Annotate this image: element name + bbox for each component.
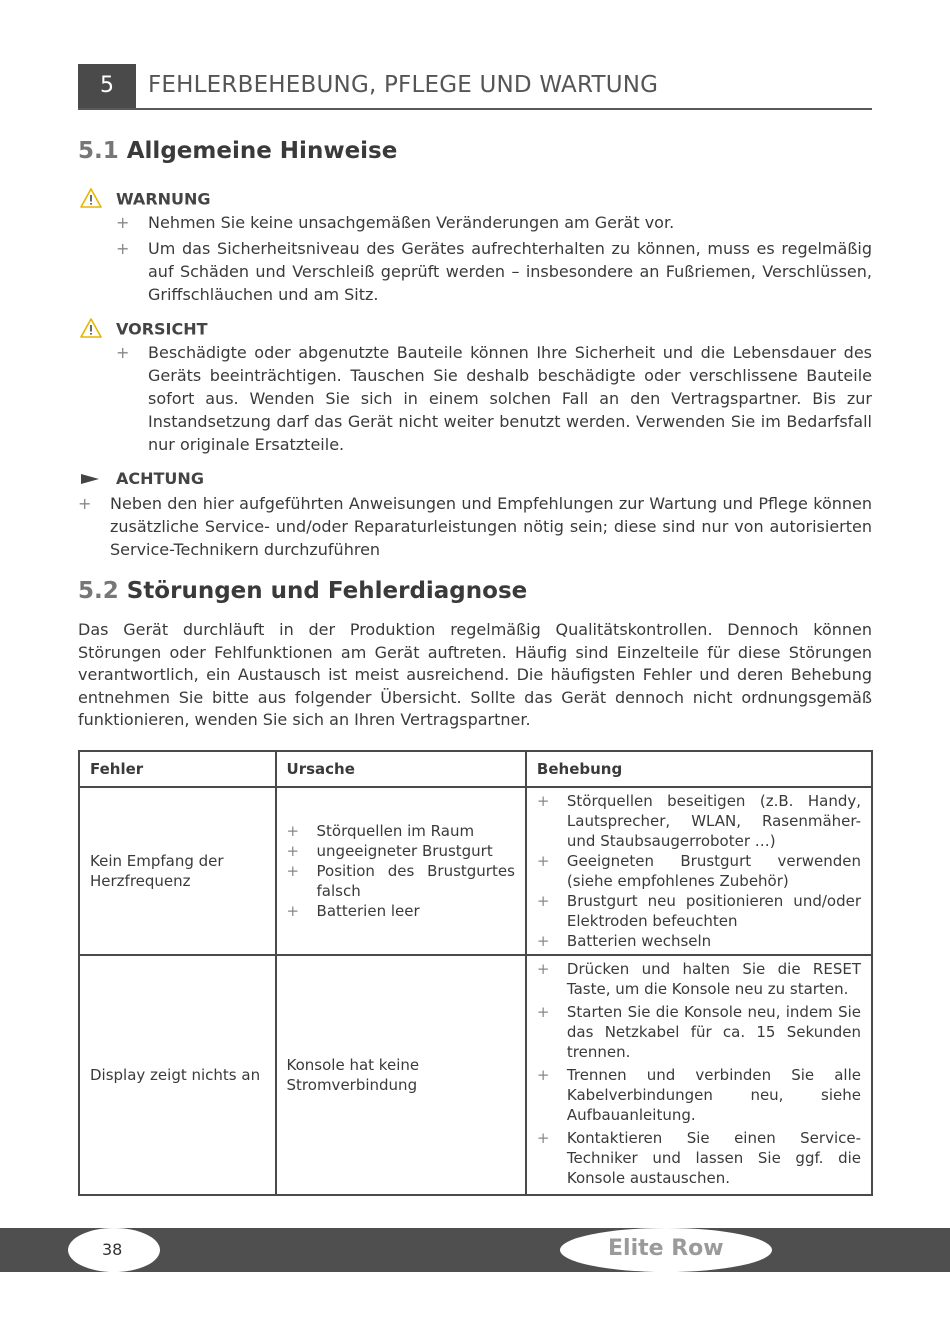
- table-row: [79, 955, 872, 1195]
- bullet-plus: +: [286, 862, 300, 880]
- list-item: + Starten Sie die Konsole neu, indem Sie das Netzkabel für ca. 15 Sekunden trennen.: [536, 1003, 861, 1061]
- section-number: 5.2: [78, 578, 119, 604]
- troubleshooting-table: [78, 750, 873, 1196]
- ursache-list: [287, 821, 515, 921]
- table-row: [79, 787, 872, 955]
- list-item: + Batterien leer: [286, 902, 420, 920]
- column-header: Behebung: [526, 751, 872, 787]
- column-header: Fehler: [79, 751, 276, 787]
- vorsicht-label: VORSICHT: [116, 319, 208, 339]
- fehler-cell: Display zeigt nichts an: [79, 955, 276, 1195]
- section-heading-5-1: [78, 138, 397, 164]
- column-header: Ursache: [276, 751, 526, 787]
- flag-pointer-icon: [80, 470, 102, 489]
- list-item: + Geeigneten Brustgurt verwenden (siehe empfohlenes Zubehör): [536, 852, 861, 890]
- behebung-list: [537, 959, 861, 1188]
- behebung-cell: [526, 955, 872, 1195]
- bullet-plus: +: [286, 842, 300, 860]
- warnung-label: WARNUNG: [116, 189, 211, 209]
- bullet-plus: +: [536, 892, 550, 910]
- behebung-cell: [526, 787, 872, 955]
- achtung-label: ACHTUNG: [116, 469, 204, 488]
- list-item: + Position des Brustgurtes falsch: [286, 862, 515, 900]
- ursache-cell: Konsole hat keine Stromverbindung: [276, 955, 526, 1195]
- bullet-plus: +: [536, 960, 550, 978]
- list-item: + ungeeigneter Brustgurt: [286, 842, 493, 860]
- achtung-list: [78, 492, 872, 561]
- chapter-title: FEHLERBEHEBUNG, PFLEGE UND WARTUNG: [148, 72, 659, 98]
- page-number: 38: [102, 1240, 123, 1259]
- bullet-plus: +: [116, 239, 130, 258]
- section-number: 5.1: [78, 138, 119, 164]
- warning-triangle-icon: [80, 318, 102, 342]
- warning-triangle-icon: [80, 188, 102, 212]
- list-item: + Beschädigte oder abgenutzte Bauteile können Ihre Sicherheit und die Lebensdauer des Geräts beeinträchtigen. Tauschen Sie deshalb beschädigte oder verschlissene Bauteile sofort aus. Wenden Sie sich in einem solchen Fall an den Vertragspartner. Bis zur Instandsetzung darf das Gerät nicht weiter benutzt werden. Verwenden Sie im Bedarfsfall nur originale Ersatzteile.: [116, 343, 872, 454]
- section-title: Allgemeine Hinweise: [126, 138, 398, 164]
- list-item: + Kontaktieren Sie einen Service-Techniker und lassen Sie ggf. die Konsole austauschen.: [536, 1129, 861, 1187]
- fehler-cell: Kein Empfang der Herzfrequenz: [79, 787, 276, 955]
- bullet-plus: +: [536, 1003, 550, 1021]
- chapter-header: [78, 64, 872, 110]
- list-item: + Trennen und verbinden Sie alle Kabelverbindungen neu, siehe Aufbauanleitung.: [536, 1066, 861, 1124]
- list-item: + Um das Sicherheitsniveau des Gerätes aufrechterhalten zu können, muss es regelmäßig auf Schäden und Verschleiß geprüft werden – insbesondere an Fußriemen, Verschlüssen, Griffschläuchen und am Sitz.: [116, 239, 872, 304]
- bullet-plus: +: [536, 1066, 550, 1084]
- section-title: Störungen und Fehlerdiagnose: [126, 578, 528, 604]
- list-item: + Störquellen im Raum: [286, 822, 475, 840]
- bullet-plus: +: [116, 343, 130, 362]
- warnung-heading: [80, 188, 211, 212]
- vorsicht-heading: [80, 318, 208, 342]
- bullet-plus: +: [536, 852, 550, 870]
- section-intro: Das Gerät durchläuft in der Produktion regelmäßig Qualitätskontrollen. Dennoch können Störungen oder Fehlfunktionen am Gerät auftreten. Häufig sind Einzelteile für diese Störungen verantwortlich, ein Austausch ist meist ausreichend. Die häufigsten Fehler und deren Behebung entnehmen Sie bitte aus folgender Übersicht. Sollte das Gerät dennoch nicht ordnungsgemäß funktionieren, wenden Sie sich an Ihren Vertragspartner.: [78, 620, 872, 729]
- bullet-plus: +: [286, 902, 300, 920]
- achtung-heading: [80, 469, 204, 489]
- warnung-list: [116, 211, 872, 306]
- list-item: + Nehmen Sie keine unsachgemäßen Veränderungen am Gerät vor.: [116, 213, 675, 232]
- section-heading-5-2: [78, 578, 527, 604]
- list-item: + Störquellen beseitigen (z.B. Handy, Lautsprecher, WLAN, Rasenmäher- und Staubsaugerroboter …): [536, 792, 861, 850]
- list-item: + Drücken und halten Sie die RESET Taste, um die Konsole neu zu starten.: [536, 960, 861, 998]
- brand-name: Elite Row: [608, 1236, 724, 1261]
- list-item: + Brustgurt neu positionieren und/oder Elektroden befeuchten: [536, 892, 861, 930]
- table-header-row: [79, 751, 872, 787]
- list-item: + Neben den hier aufgeführten Anweisungen und Empfehlungen zur Wartung und Pflege können zusätzliche Service- und/oder Reparaturleistungen nötig sein; diese sind nur von autorisierten Service-Technikern durchzuführen: [78, 494, 872, 559]
- list-item: + Batterien wechseln: [536, 932, 712, 950]
- vorsicht-list: [116, 341, 872, 456]
- bullet-plus: +: [536, 792, 550, 810]
- bullet-plus: +: [536, 1129, 550, 1147]
- behebung-list: [537, 791, 861, 951]
- bullet-plus: +: [536, 932, 550, 950]
- bullet-plus: +: [116, 213, 130, 232]
- chapter-number: 5: [78, 64, 136, 108]
- bullet-plus: +: [286, 822, 300, 840]
- bullet-plus: +: [78, 494, 92, 513]
- ursache-cell: [276, 787, 526, 955]
